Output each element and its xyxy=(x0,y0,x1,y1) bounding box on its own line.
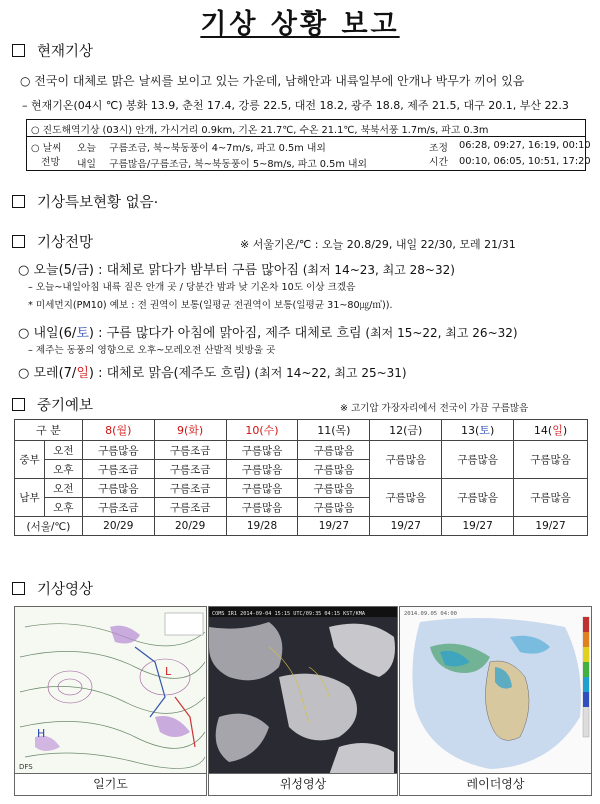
tide-tomorrow: 00:10, 06:05, 10:51, 17:20 xyxy=(459,156,591,167)
current-summary: ○ 전국이 대체로 맑은 날씨를 보이고 있는 가운데, 남해안과 내륙일부에 안개나 박무가 끼어 있음 xyxy=(20,74,525,88)
forecast-cell: 구름많음 xyxy=(514,441,588,479)
satellite-header: COMS IR1 2014-09-04 15:15 UTC/09:35 04:15 KST/KMA xyxy=(212,611,366,617)
dayafter-forecast-range: (최저 14~22, 최고 25~31) xyxy=(250,366,407,380)
day-suffix: ) xyxy=(562,424,568,437)
forecast-cell: 구름많음 xyxy=(82,441,154,460)
section-heading: 기상특보현황 없음· xyxy=(37,195,159,211)
header-day: 8(월) xyxy=(82,420,154,441)
period-cell: 오후 xyxy=(44,498,82,517)
dayafter-forecast-desc: ) : 대체로 맑음(제주도 흐림) xyxy=(88,366,251,381)
seoul-temp-cell: 20/29 xyxy=(154,517,226,536)
period-cell: 오전 xyxy=(44,479,82,498)
section-outlook xyxy=(12,231,93,252)
dayafter-forecast-text: ○ 모레(7/ xyxy=(18,366,77,381)
forecast-cell: 구름조금 xyxy=(154,441,226,460)
seoul-label-cell: (서울/℃) xyxy=(15,517,83,536)
header-day: 9(화) xyxy=(154,420,226,441)
section-box-icon xyxy=(12,44,25,57)
table-row xyxy=(15,441,588,460)
period-cell: 오후 xyxy=(44,460,82,479)
header-division: 구 분 xyxy=(15,420,83,441)
tomorrow-label: 내일 xyxy=(77,159,96,170)
day-prefix: 14( xyxy=(533,424,553,437)
forecast-cell: 구름조금 xyxy=(154,498,226,517)
header-day xyxy=(514,420,588,441)
seoul-temp-cell: 19/27 xyxy=(514,517,588,536)
forecast-cell: 구름많음 xyxy=(298,479,370,498)
forecast-cell: 구름많음 xyxy=(226,498,298,517)
forecast-cell: 구름많음 xyxy=(226,441,298,460)
forecast-cell: 구름조금 xyxy=(82,460,154,479)
forecast-cell: 구름많음 xyxy=(298,460,370,479)
header-day xyxy=(442,420,514,441)
forecast-cell: 구름많음 xyxy=(370,441,442,479)
today-sea-forecast: 구름조금, 북~북동풍이 4~7m/s, 파고 0.5m 내외 xyxy=(109,143,326,154)
satellite-graphic xyxy=(209,607,398,774)
dayafter-day: 일 xyxy=(76,366,89,381)
radar-image xyxy=(399,606,592,774)
day-weekday: 일 xyxy=(552,424,563,437)
seoul-temp-cell: 20/29 xyxy=(82,517,154,536)
today-label: 오늘 xyxy=(77,143,96,154)
today-sub-1: – 오늘~내일아침 내륙 짙은 안개 곳 / 당분간 밤과 낮 기온차 10도 이상 크겠음 xyxy=(28,282,356,293)
tomorrow-forecast-range: (최저 15~22, 최고 26~32) xyxy=(361,326,518,340)
weather-map-graphic xyxy=(15,607,207,774)
svg-text:L: L xyxy=(165,665,172,678)
tide-label-2: 시간 xyxy=(429,157,448,168)
header-day: 10(수) xyxy=(226,420,298,441)
region-cell: 남부 xyxy=(15,479,45,517)
radar-header: 2014.09.05 04:00 xyxy=(404,611,457,617)
forecast-cell: 구름조금 xyxy=(154,479,226,498)
forecast-cell: 구름많음 xyxy=(370,479,442,517)
jindo-sea-weather: ○ 진도해역기상 (03시) 안개, 가시거리 0.9km, 기온 21.7℃, 수온 21.1℃, 북북서풍 1.7m/s, 파고 0.3m xyxy=(31,125,489,136)
forecast-cell: 구름많음 xyxy=(298,441,370,460)
forecast-cell: 구름많음 xyxy=(442,479,514,517)
seoul-temp-cell: 19/27 xyxy=(298,517,370,536)
caption-satellite: 위성영상 xyxy=(208,774,398,796)
tomorrow-forecast-text: ○ 내일(6/ xyxy=(18,326,77,341)
today-forecast-text: ○ 오늘(5/금) : 대체로 맑다가 밤부터 구름 많아짐 xyxy=(18,263,299,278)
report-title-text: 기상 상황 보고 xyxy=(200,9,400,40)
tide-today: 06:28, 09:27, 16:19, 00:10 xyxy=(459,140,591,151)
tomorrow-forecast-desc: ) : 구름 많다가 아침에 맑아짐, 제주 대체로 흐림 xyxy=(88,326,362,341)
tomorrow-forecast xyxy=(18,322,518,341)
seoul-temp-cell: 19/27 xyxy=(442,517,514,536)
forecast-cell: 구름많음 xyxy=(82,479,154,498)
forecast-cell: 구름조금 xyxy=(154,460,226,479)
observation-box xyxy=(26,119,591,171)
weather-map-image xyxy=(14,606,207,774)
forecast-label: 전망 xyxy=(41,157,60,168)
day-suffix: ) xyxy=(489,424,495,437)
radar-graphic xyxy=(400,607,592,774)
forecast-cell: 구름많음 xyxy=(226,479,298,498)
seoul-temps: ※ 서울기온/℃ : 오늘 20.8/29, 내일 22/30, 모레 21/31 xyxy=(240,238,516,251)
section-special-advisory xyxy=(12,191,158,212)
forecast-cell: 구름많음 xyxy=(298,498,370,517)
forecast-cell: 구름많음 xyxy=(442,441,514,479)
table-row xyxy=(15,479,588,498)
forecast-cell: 구름많음 xyxy=(226,460,298,479)
table-row xyxy=(15,517,588,536)
section-box-icon xyxy=(12,195,25,208)
section-heading: 기상영상 xyxy=(37,582,94,598)
region-cell: 중부 xyxy=(15,441,45,479)
section-heading: 중기예보 xyxy=(37,398,94,414)
header-day: 11(목) xyxy=(298,420,370,441)
section-current-weather xyxy=(12,40,93,61)
report-title xyxy=(0,2,600,41)
section-heading: 현재기상 xyxy=(37,44,94,60)
weekly-table xyxy=(14,419,588,536)
today-sub-2: * 미세먼지(PM10) 예보 : 전 권역이 보통(일평균 전권역이 보통(일평균 31~80㎍/㎥)). xyxy=(28,300,393,311)
dayafter-forecast xyxy=(18,362,407,381)
satellite-image xyxy=(208,606,398,774)
section-box-icon xyxy=(12,398,25,411)
forecast-cell: 구름많음 xyxy=(514,479,588,517)
tomorrow-sub: – 제주는 동풍의 영향으로 오후~모레오전 산발적 빗방울 곳 xyxy=(28,345,276,356)
day-prefix: 13( xyxy=(461,424,480,437)
imagery-panel xyxy=(14,606,592,798)
tomorrow-day: 토 xyxy=(76,326,89,341)
svg-text:H: H xyxy=(37,727,46,740)
seoul-temp-cell: 19/27 xyxy=(370,517,442,536)
day-weekday: 토 xyxy=(479,424,490,437)
map-badge: DFS xyxy=(19,763,33,771)
caption-radar: 레이더영상 xyxy=(399,774,592,796)
seoul-temp-cell: 19/28 xyxy=(226,517,298,536)
tide-label-1: 조정 xyxy=(429,143,448,154)
period-cell: 오전 xyxy=(44,441,82,460)
weekly-note: ※ 고기압 가장자리에서 전국이 가끔 구름많음 xyxy=(340,403,529,414)
caption-weather-map: 일기도 xyxy=(14,774,207,796)
today-forecast xyxy=(18,259,455,278)
divider xyxy=(27,136,585,137)
section-heading: 기상전망 xyxy=(37,235,94,251)
section-weekly xyxy=(12,394,93,415)
section-box-icon xyxy=(12,582,25,595)
today-forecast-range: (최저 14~23, 최고 28~32) xyxy=(298,263,455,277)
section-imagery xyxy=(12,578,93,599)
weather-label: ○ 날씨 xyxy=(31,143,62,154)
table-header-row xyxy=(15,420,588,441)
header-day: 12(금) xyxy=(370,420,442,441)
section-box-icon xyxy=(12,235,25,248)
current-temps: – 현재기온(04시 ℃) 봉화 13.9, 춘천 17.4, 강릉 22.5, 대전 18.2, 광주 18.8, 제주 21.5, 대구 20.1, 부산 22.3 xyxy=(22,99,569,112)
tomorrow-sea-forecast: 구름많음/구름조금, 북~북동풍이 5~8m/s, 파고 0.5m 내외 xyxy=(109,159,367,170)
forecast-cell: 구름조금 xyxy=(82,498,154,517)
